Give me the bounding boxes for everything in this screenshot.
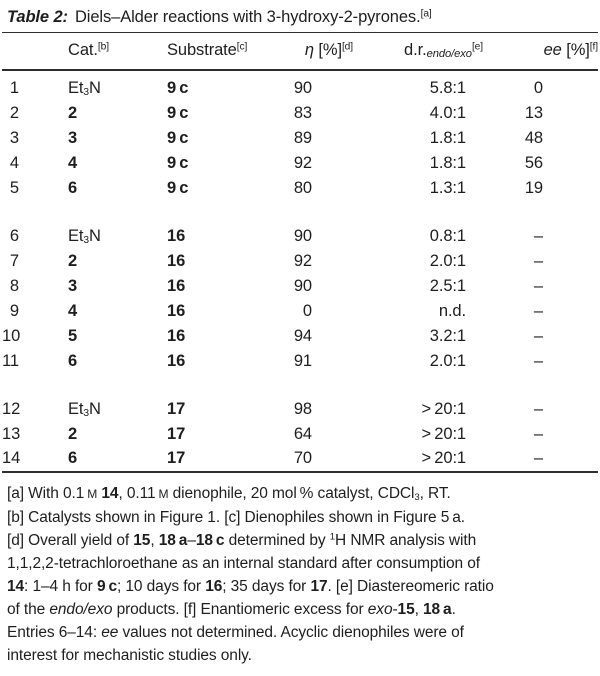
footnotes (2, 482, 600, 667)
footnote-line-3: [d] Overall yield of 15, 18 a–18 c determined by $^1$H NMR analysis with (7, 531, 477, 549)
table-row-entry-8 (2, 274, 598, 299)
cell-ee: 13 (524, 103, 543, 122)
footnote-line-5: 14: 1–4 h for 9 c; 10 days for 16; 35 days for 17. [e] Diastereomeric ratio (7, 577, 494, 595)
cell-dr: 4.0:1 (429, 103, 466, 122)
cell-entry: 14 (2, 449, 21, 467)
cell-entry: 7 (9, 251, 19, 270)
cell-ee: – (533, 351, 543, 370)
cell-entry: 3 (9, 128, 19, 147)
cell-ee: 0 (533, 78, 543, 97)
header-row (2, 33, 598, 70)
cell-entry: 1 (9, 78, 19, 97)
cell-entry: 12 (2, 399, 21, 418)
cell-dr: > 20:1 (421, 449, 466, 467)
col-header-catalyst: Cat.[b] (68, 41, 109, 60)
cell-ee: 48 (524, 128, 543, 147)
cell-ee: – (533, 276, 543, 295)
cell-yield: 98 (293, 399, 312, 418)
cell-yield: 92 (293, 153, 312, 172)
cell-entry: 13 (2, 424, 21, 443)
cell-dr: 5.8:1 (429, 78, 466, 97)
table-row-entry-1 (2, 76, 598, 101)
cell-yield: 0 (302, 301, 312, 320)
cell-yield: 83 (293, 103, 312, 122)
cell-ee: – (533, 326, 543, 345)
cell-substrate: 9 c (167, 78, 189, 97)
cell-ee: – (533, 399, 543, 418)
cell-dr: 2.0:1 (429, 251, 466, 270)
table-row-entry-4 (2, 151, 598, 176)
cell-yield: 92 (293, 251, 312, 270)
table-header (2, 33, 598, 70)
cell-substrate: 17 (167, 399, 186, 418)
cell-yield: 90 (293, 276, 312, 295)
cell-dr: 3.2:1 (429, 326, 466, 345)
cell-substrate: 16 (167, 251, 186, 270)
cell-substrate: 16 (167, 226, 186, 245)
cell-yield: 91 (293, 351, 312, 370)
cell-cat: 2 (68, 251, 78, 270)
col-header-dr: $d.r._{endo/exo}[e]$ (404, 41, 483, 61)
table-number-label: Table 2: (7, 8, 68, 26)
cell-cat: 2 (68, 103, 78, 122)
cell-substrate: 17 (167, 424, 186, 443)
cell-entry: 11 (2, 351, 19, 370)
cell-substrate: 9 c (167, 153, 189, 172)
col-header-yield: η [%][d] (304, 41, 353, 60)
cell-substrate: 9 c (167, 128, 189, 147)
cell-yield: 64 (293, 424, 312, 443)
table-row-entry-11 (2, 349, 598, 374)
footnote-line-1: [a] With 0.1 M 14, 0.11 M dienophile, 20 mol % catalyst, CDCl$_3$, RT. (7, 484, 451, 503)
table-caption: Diels–Alder reactions with 3-hydroxy-2-pyrones.[a] (74, 8, 432, 26)
cell-yield: 90 (293, 78, 312, 97)
cell-dr: 1.8:1 (429, 128, 466, 147)
cell-entry: 4 (9, 153, 19, 172)
cell-yield: 94 (293, 326, 312, 345)
cell-entry: 6 (9, 226, 19, 245)
table-row-entry-3 (2, 126, 598, 151)
cell-dr: > 20:1 (421, 424, 466, 443)
cell-entry: 9 (9, 301, 19, 320)
cell-substrate: 16 (167, 301, 186, 320)
cell-substrate: 9 c (167, 178, 189, 197)
table-title (2, 5, 600, 29)
gap-cell (2, 374, 598, 397)
cell-entry: 8 (9, 276, 19, 295)
cell-entry: 5 (9, 178, 19, 197)
cell-ee: – (533, 449, 543, 467)
footnote-line-7: Entries 6–14: ee values not determined. Acyclic dienophiles were of (7, 623, 464, 641)
cell-entry: 2 (9, 103, 19, 122)
table-body (2, 70, 598, 472)
table-row-entry-14 (2, 447, 598, 472)
gap-row (2, 201, 598, 224)
cell-substrate: 16 (167, 351, 186, 370)
cell-dr: > 20:1 (421, 399, 466, 418)
col-header-entry (2, 33, 19, 70)
table-row-entry-13 (2, 422, 598, 447)
cell-ee: – (533, 424, 543, 443)
results-table (2, 32, 598, 473)
cell-cat: 6 (68, 449, 78, 467)
col-header-substrate: Substrate[c] (167, 41, 248, 60)
cell-dr: n.d. (438, 301, 466, 320)
cell-dr: 0.8:1 (429, 226, 466, 245)
cell-substrate: 16 (167, 276, 186, 295)
cell-substrate: 16 (167, 326, 186, 345)
cell-ee: – (533, 226, 543, 245)
cell-yield: 89 (293, 128, 312, 147)
cell-dr: 2.5:1 (429, 276, 466, 295)
cell-substrate: 9 c (167, 103, 189, 122)
col-header-ee: ee [%][f] (543, 41, 598, 60)
cell-cat: 6 (68, 178, 78, 197)
table-row-entry-6 (2, 224, 598, 249)
cell-cat: 5 (68, 326, 78, 345)
cell-ee: – (533, 301, 543, 320)
table-row-entry-7 (2, 249, 598, 274)
footnote-line-4: 1,1,2,2-tetrachloroethane as an internal standard after consumption of (7, 554, 480, 572)
footnote-line-2: [b] Catalysts shown in Figure 1. [c] Dienophiles shown in Figure 5 a. (7, 508, 465, 526)
cell-substrate: 17 (167, 449, 186, 467)
table-row-entry-9 (2, 299, 598, 324)
cell-yield: 90 (293, 226, 312, 245)
cell-dr: 1.3:1 (429, 178, 466, 197)
table-row-entry-12 (2, 397, 598, 422)
cell-ee: 56 (524, 153, 543, 172)
table-row-entry-2 (2, 101, 598, 126)
cell-cat: 3 (68, 128, 78, 147)
table-row-entry-10 (2, 324, 598, 349)
footnote-line-8: interest for mechanistic studies only. (7, 646, 252, 664)
cell-yield: 80 (293, 178, 312, 197)
cell-entry: 10 (2, 326, 21, 345)
gap-cell (2, 201, 598, 224)
table-row-entry-5 (2, 176, 598, 201)
footnote-line-6: of the endo/exo products. [f] Enantiomeric excess for exo-15, 18 a. (7, 600, 456, 618)
cell-cat: 6 (68, 351, 78, 370)
gap-row (2, 374, 598, 397)
cell-yield: 70 (293, 449, 312, 467)
cell-dr: 1.8:1 (429, 153, 466, 172)
cell-ee: 19 (524, 178, 543, 197)
cell-dr: 2.0:1 (429, 351, 466, 370)
cell-cat: $Et_3N$ (68, 78, 101, 98)
cell-cat: 4 (68, 153, 78, 172)
cell-cat: $Et_3N$ (68, 226, 101, 246)
cell-cat: 3 (68, 276, 78, 295)
cell-cat: 2 (68, 424, 78, 443)
cell-cat: $Et_3N$ (68, 399, 101, 419)
cell-cat: 4 (68, 301, 78, 320)
cell-ee: – (533, 251, 543, 270)
